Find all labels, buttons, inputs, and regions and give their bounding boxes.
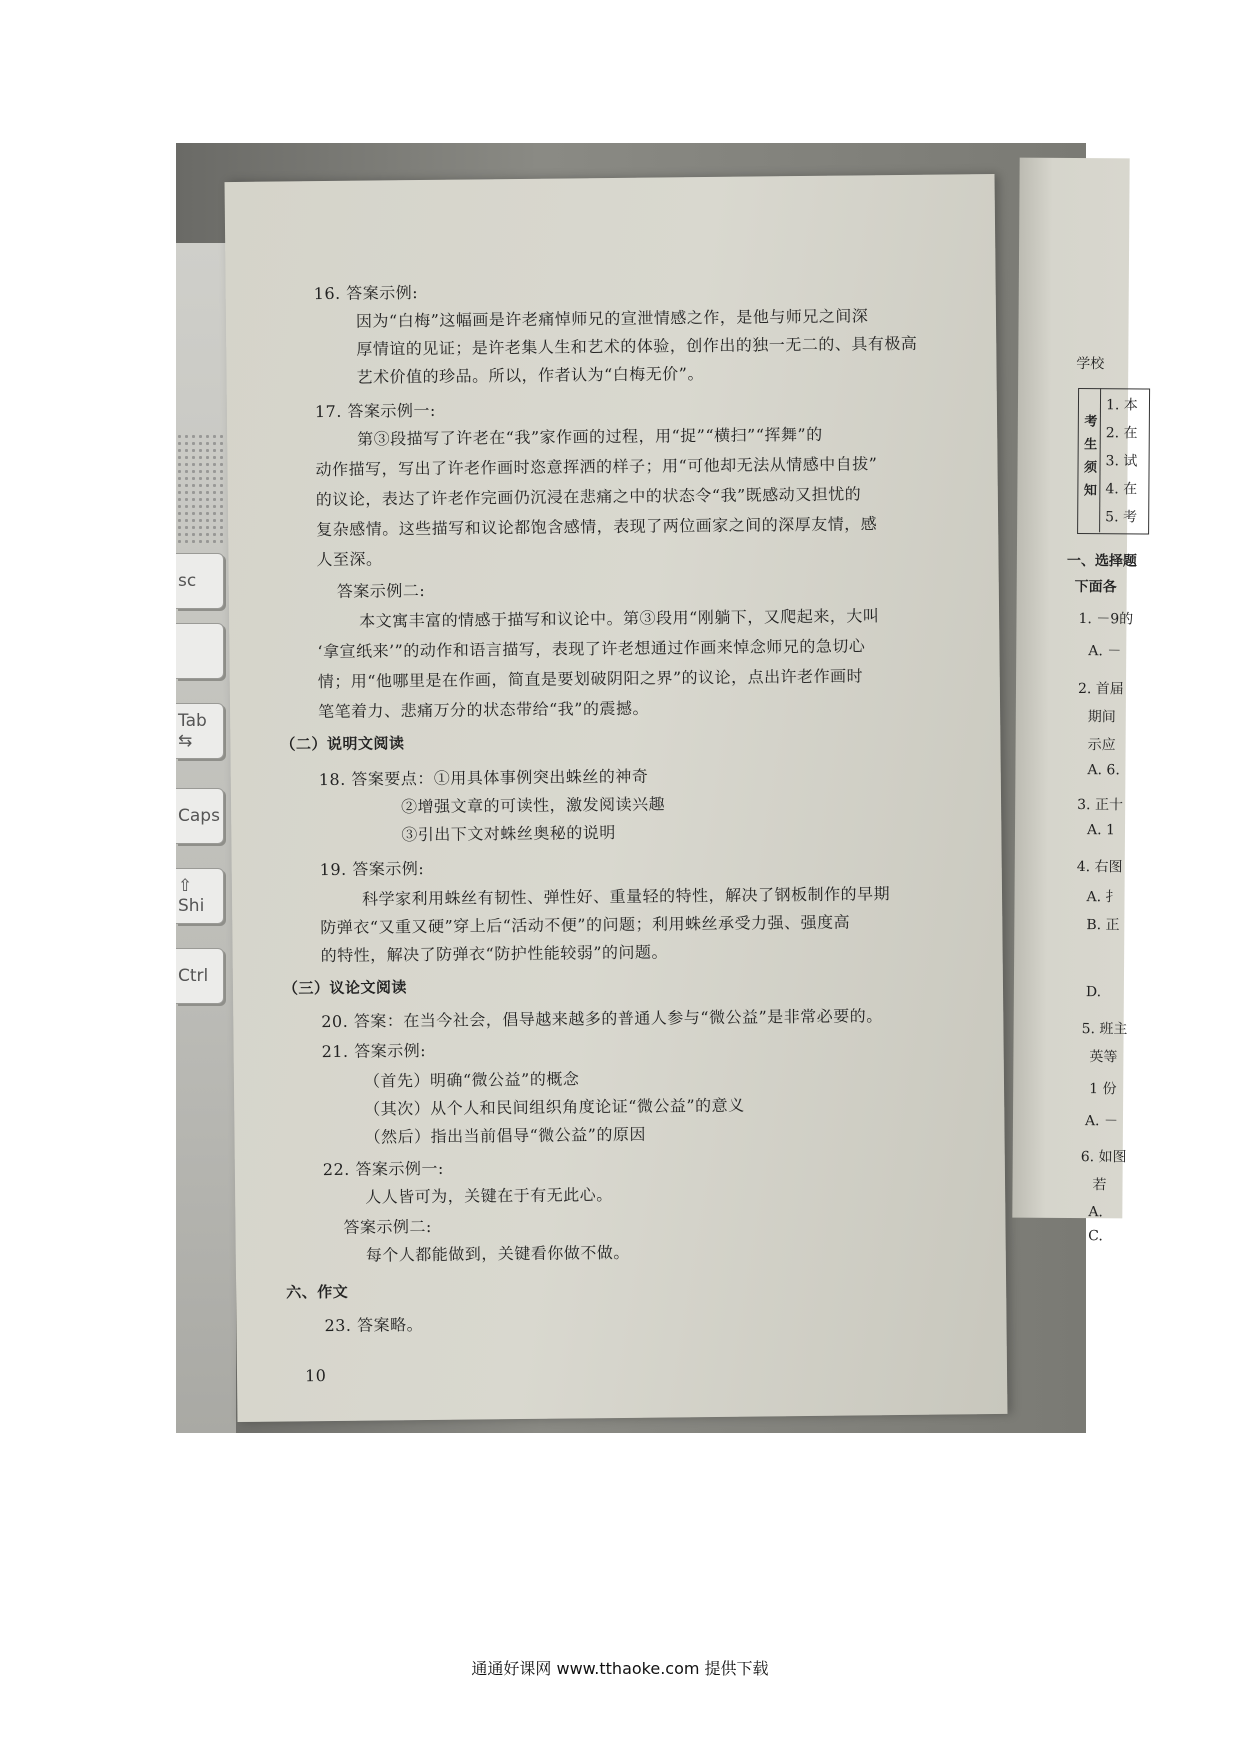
facing-page-fragment: A. 6.: [1087, 762, 1120, 779]
facing-page-fragment: 期间: [1087, 709, 1116, 726]
answer-line: 答案示例二:: [336, 580, 426, 601]
section-heading: 六、作文: [286, 1282, 349, 1302]
document-photo: [176, 143, 1138, 1433]
answer-line: 本文寓丰富的情感于描写和议论中。第③段用“刚躺下，又爬起来，大叫: [359, 606, 880, 631]
notice-item: 5. 考: [1105, 509, 1138, 526]
facing-page-fragment: A. 1: [1086, 822, 1115, 839]
answer-line: ②增强文章的可读性，激发阅读兴趣: [400, 794, 666, 817]
answer-line: 19. 答案示例:: [319, 859, 425, 880]
school-label: 学校: [1076, 356, 1105, 373]
answer-line: 因为“白梅”这幅画是许老痛悼师兄的宣泄情感之作，是他与师兄之间深: [355, 306, 869, 331]
notice-item: 1. 本: [1105, 397, 1138, 414]
answer-line: 情；用“他哪里是在作画，简直是要划破阴阳之界”的议论，点出许老作画时: [317, 666, 864, 692]
key-shift: ⇧ Shi: [176, 868, 224, 924]
facing-page-fragment: 6. 如图: [1080, 1149, 1127, 1166]
answer-line: 复杂感情。这些描写和议论都饱含感情，表现了两位画家之间的深厚友情，感: [316, 514, 878, 540]
facing-page-fragment: B. 正: [1086, 917, 1120, 934]
answer-line: ‘拿宣纸来’”的动作和语言描写，表现了许老想通过作画来悼念师兄的急切心: [317, 636, 866, 662]
answer-line: 答案示例二:: [343, 1216, 432, 1237]
notice-item: 4. 在: [1105, 481, 1138, 498]
download-footer: 通通好课网 www.tthaoke.com 提供下载: [471, 1659, 769, 1678]
facing-page-fragment: D.: [1085, 984, 1102, 1001]
answer-line: 厚情谊的见证；是许老集人生和艺术的体验，创作出的独一无二的、具有极高: [356, 333, 918, 359]
notice-label: 考生须知: [1077, 388, 1101, 532]
facing-page-fragment: 英等: [1089, 1049, 1118, 1066]
answer-page: [225, 174, 1008, 1422]
answer-line: （然后）指出当前倡导“微公益”的原因: [364, 1124, 646, 1147]
answer-line: ③引出下文对蛛丝奥秘的说明: [401, 823, 616, 845]
answer-line: （首先）明确“微公益”的概念: [363, 1069, 580, 1091]
answer-line: 21. 答案示例:: [321, 1041, 427, 1062]
answer-line: 的特性，解决了防弹衣“防护性能较弱”的问题。: [320, 942, 669, 966]
facing-page-fragment: 1 份: [1089, 1081, 1117, 1098]
facing-page: [1012, 158, 1138, 1245]
answer-line: 16. 答案示例:: [313, 283, 419, 304]
facing-page-fragment: A. －: [1084, 1113, 1119, 1130]
key-ctrl: Ctrl: [176, 948, 224, 1004]
answer-line: 笔笔着力、悲痛万分的状态带给“我”的震撼。: [317, 698, 650, 722]
answer-line: （其次）从个人和民间组织角度论证“微公益”的意义: [364, 1095, 745, 1119]
facing-page-fragment: A. －: [1088, 643, 1122, 660]
answer-line: 艺术价值的珍品。所以，作者认为“白梅无价”。: [356, 364, 705, 387]
facing-page-fragment: 3. 正十: [1077, 797, 1124, 814]
section-heading: （二）说明文阅读: [280, 734, 405, 754]
key-blank: [176, 623, 224, 679]
answer-line: 防弹衣“又重又硬”穿上后“活动不便”的问题；利用蛛丝承受力强、强度高: [320, 912, 851, 938]
facing-page-fragment: 若: [1092, 1177, 1107, 1194]
facing-page-fragment: 一、选择题: [1066, 552, 1137, 570]
key-esc: sc: [176, 553, 224, 609]
answer-line: 动作描写，写出了许老作画时恣意挥洒的样子；用“可他却无法从情感中自拔”: [315, 454, 878, 480]
answer-line: 科学家利用蛛丝有韧性、弹性好、重量轻的特性，解决了钢板制作的早期: [361, 884, 891, 909]
answer-line: 17. 答案示例一:: [314, 400, 436, 422]
facing-page-fragment: A. 扌: [1086, 889, 1120, 906]
page-number: 10: [304, 1366, 327, 1386]
facing-page-fragment: 示应: [1087, 737, 1116, 754]
notice-item: 2. 在: [1105, 425, 1138, 442]
key-caps: Caps: [176, 788, 224, 844]
answer-line: 22. 答案示例一:: [322, 1158, 444, 1180]
facing-page-fragment: A.: [1088, 1204, 1103, 1221]
answer-line: 的议论，表达了许老作完画仍沉浸在悲痛之中的状态令“我”既感动又担忧的: [315, 484, 862, 510]
answer-line: 人人皆可为，关键在于有无此心。: [365, 1185, 613, 1207]
key-tab: Tab ⇆: [176, 703, 224, 759]
answer-line: 20. 答案：在当今社会，倡导越来越多的普通人参与“微公益”是非常必要的。: [321, 1006, 883, 1032]
notice-item: 3. 试: [1105, 453, 1138, 470]
facing-page-fragment: 4. 右图: [1076, 859, 1123, 876]
answer-line: 每个人都能做到，关键看你做不做。: [365, 1242, 630, 1265]
facing-page-fragment: 1. －9的: [1078, 611, 1134, 628]
facing-page-fragment: 5. 班主: [1081, 1021, 1128, 1038]
answer-line: 人至深。: [316, 549, 383, 570]
facing-page-fragment: 下面各: [1074, 579, 1117, 596]
answer-line: 18. 答案要点：①用具体事例突出蛛丝的神奇: [318, 766, 649, 790]
answer-line: 23. 答案略。: [324, 1315, 424, 1336]
facing-page-fragment: C.: [1088, 1228, 1103, 1245]
speaker-grill: [176, 433, 226, 543]
answer-line: 第③段描写了许老在“我”家作画的过程，用“捉”“横扫”“挥舞”的: [357, 424, 823, 449]
answer-text: [225, 174, 995, 1336]
facing-page-fragment: 2. 首届: [1077, 681, 1124, 698]
section-heading: （三）议论文阅读: [282, 978, 408, 998]
